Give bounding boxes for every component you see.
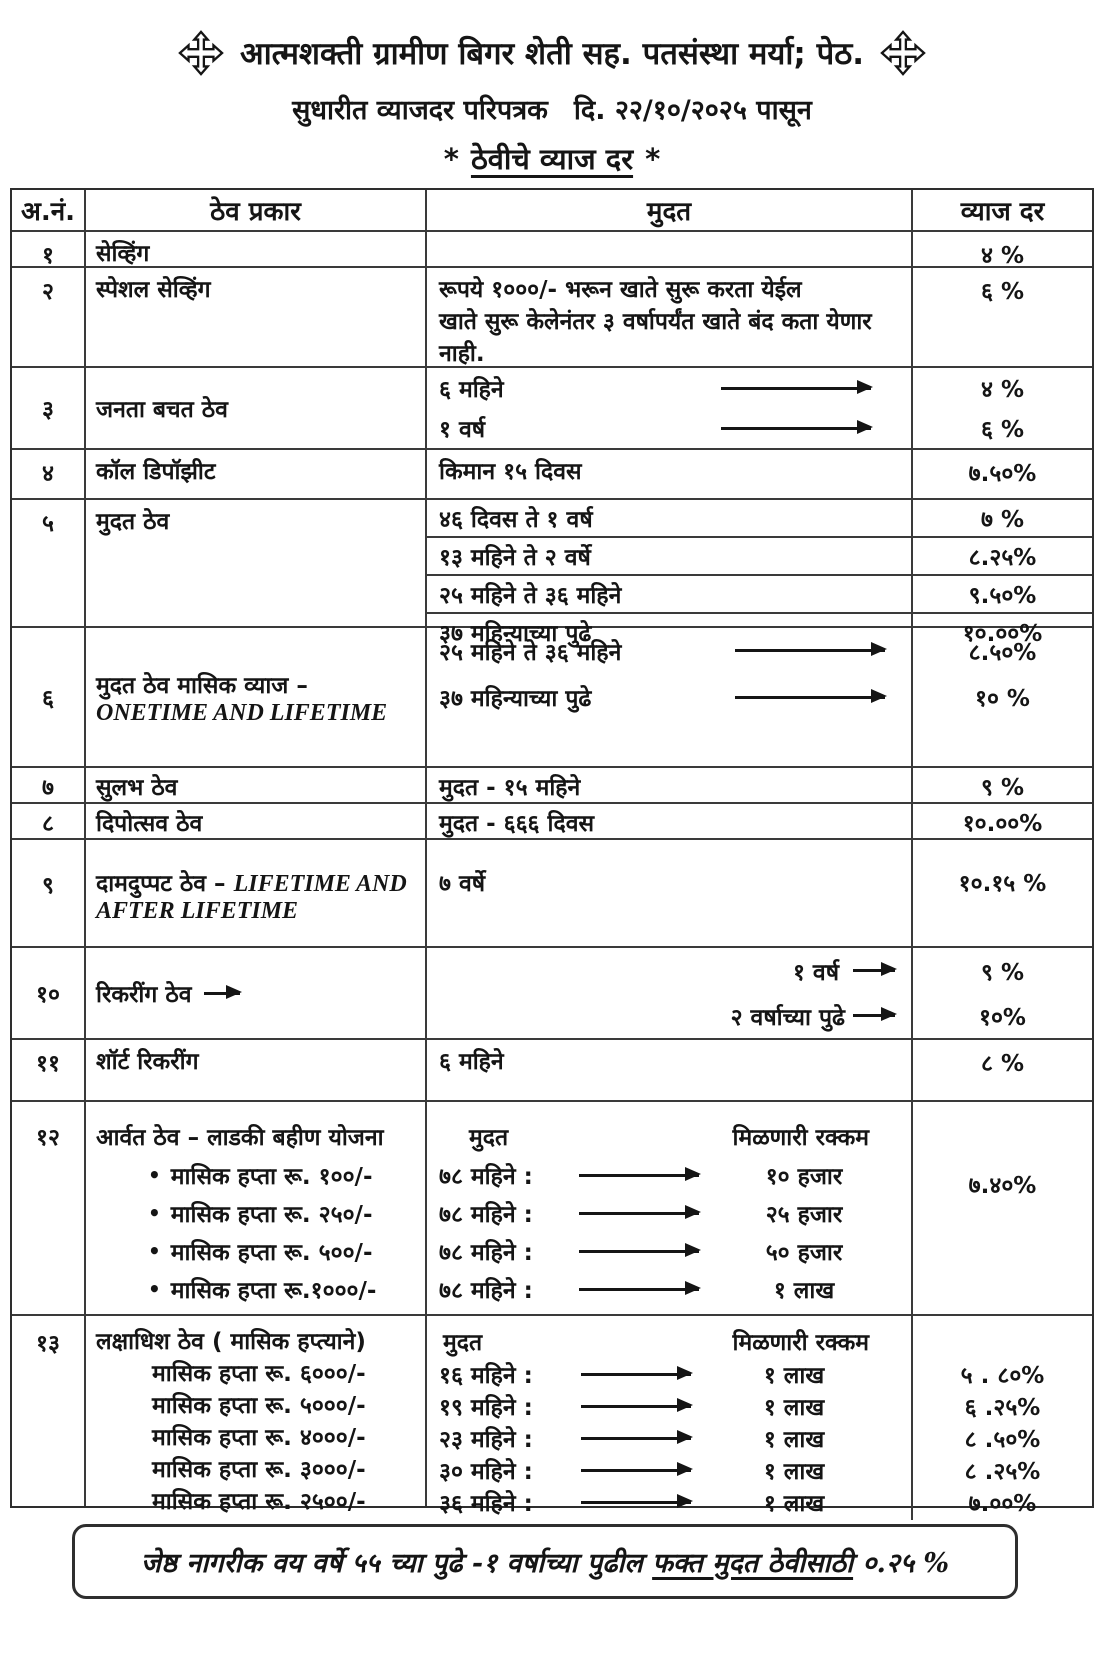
amount-column-header: मिळणारी रक्कम — [732, 1125, 869, 1151]
arrow-right-icon — [721, 427, 871, 430]
rate-cell: ९.५०% — [968, 583, 1037, 609]
arrow-right-icon — [735, 696, 885, 699]
term-text: २५ महिने ते ३६ महिने — [439, 639, 622, 666]
term-rate-line — [427, 408, 1092, 448]
table-row — [12, 500, 1092, 647]
table-row — [12, 840, 1092, 948]
table-row — [12, 804, 1092, 840]
senior-citizen-note — [72, 1524, 1018, 1599]
term-text: २ वर्षाच्या पुढे — [730, 1004, 845, 1031]
term-text: ३७ महिन्याच्या पुढे — [439, 686, 592, 712]
table-row — [12, 628, 1092, 768]
deposit-type — [86, 1316, 427, 1515]
term-rate-line — [427, 993, 1092, 1038]
row-srno: १२ — [12, 1102, 86, 1314]
term-rate-line — [427, 628, 1092, 673]
row-srno: १ — [12, 232, 86, 266]
arrow-right-icon — [579, 1250, 699, 1253]
term-amount-block — [427, 1102, 1092, 1314]
installment-item: मासिक हप्ता रू. ६०००/- — [152, 1361, 366, 1387]
row-srno: ८ — [12, 804, 86, 838]
term-rate-line — [427, 500, 1092, 538]
term-cell: मुदत - १५ महिने — [427, 768, 913, 802]
term-text: ३६ महिने : — [439, 1491, 533, 1517]
rate-stack — [913, 1316, 1092, 1520]
row-srno: २ — [12, 268, 86, 366]
row-srno: ४ — [12, 450, 86, 498]
org-name: आत्मशक्ती ग्रामीण बिगर शेती सह. पतसंस्था मर्या; पेठ. — [239, 36, 865, 72]
amount-text: ५० हजार — [765, 1240, 843, 1266]
row-srno: ५ — [12, 500, 86, 626]
col-header-term: मुदत — [427, 190, 913, 230]
arrow-right-icon — [579, 1174, 699, 1177]
term-rate-group — [427, 628, 1092, 766]
table-row — [12, 268, 1092, 368]
interest-rate-table — [10, 188, 1094, 1517]
installment-text: • मासिक हप्ता रू. २५०/- — [170, 1202, 373, 1228]
term-text: १६ महिने : — [439, 1363, 533, 1389]
title-star-right: * — [645, 142, 661, 176]
term-amount-line — [439, 1194, 899, 1232]
term-column-header: मुदत — [443, 1330, 483, 1356]
installment-text: • मासिक हप्ता रू. १००/- — [170, 1164, 373, 1190]
title-star-left: * — [443, 142, 459, 176]
arrow-right-icon — [853, 969, 895, 972]
rate-cell: ८.५०% — [968, 639, 1037, 666]
installment-item: मासिक हप्ता रू. ३०००/- — [152, 1457, 366, 1483]
arrow-right-icon — [735, 649, 885, 652]
term-cell — [427, 232, 913, 266]
amount-column-header: मिळणारी रक्कम — [732, 1330, 869, 1356]
term-note-line: नाही. — [439, 341, 485, 367]
rate-cell: ६ % — [980, 417, 1024, 443]
deposit-type-prefix: दामदुप्पट ठेव – — [96, 871, 234, 897]
term-amount-block — [427, 1316, 1092, 1520]
term-note-line: रूपये १०००/- भरून खाते सुरू करता येईल — [439, 277, 802, 303]
circular-label: सुधारीत व्याजदर परिपत्रक — [292, 95, 548, 126]
term-rate-line — [427, 576, 1092, 614]
term-amount-line — [439, 1390, 899, 1422]
term-amount-line — [439, 1422, 899, 1454]
installment-item: मासिक हप्ता रू. ४०००/- — [152, 1425, 366, 1451]
term-amount-line — [439, 1156, 899, 1194]
table-row — [12, 232, 1092, 268]
table-row — [12, 368, 1092, 450]
note-prefix: जेष्ठ नागरीक वय वर्षे ५५ च्या पुढे -१ वर्षाच्या पुढील — [140, 1548, 653, 1579]
deposit-type — [86, 840, 427, 946]
rate-cell: ५ . ८०% — [960, 1363, 1045, 1389]
deposit-type — [86, 948, 427, 1038]
installment-item — [96, 1194, 415, 1232]
rate-cell: ६ % — [980, 279, 1024, 305]
deposit-type: जनता बचत ठेव — [86, 368, 427, 448]
arrow-right-icon — [579, 1288, 699, 1291]
term-text: २३ महिने : — [439, 1427, 533, 1453]
term-column-header: मुदत — [469, 1125, 509, 1151]
term-text: २५ महिने ते ३६ महिने — [427, 576, 913, 612]
deposit-type: सेव्हिंग — [86, 232, 427, 266]
amount-text: १ लाख — [763, 1363, 825, 1389]
arrow-right-icon — [581, 1405, 691, 1408]
installment-text: • मासिक हप्ता रू.१०००/- — [170, 1278, 377, 1304]
arrow-right-icon — [581, 1373, 691, 1376]
spacer — [427, 721, 1092, 766]
arrow-right-icon — [721, 387, 871, 390]
amount-text: १ लाख — [763, 1491, 825, 1517]
rate-cell: ६ .२५% — [964, 1395, 1041, 1421]
rate-cell: ७.४०% — [968, 1173, 1037, 1199]
table-row — [12, 768, 1092, 804]
arrow-right-icon — [581, 1501, 691, 1504]
row-srno: १३ — [12, 1316, 86, 1506]
term-text: १ वर्ष — [439, 417, 486, 443]
deposit-type: कॉल डिपॉझीट — [86, 450, 427, 498]
term-text: ७८ महिने : — [439, 1278, 533, 1304]
term-text: ४६ दिवस ते १ वर्ष — [427, 500, 913, 536]
rate-cell: ७.००% — [968, 1491, 1037, 1517]
term-amount-line — [439, 1270, 899, 1308]
term-rate-group — [427, 1102, 1092, 1314]
term-rate-line — [427, 673, 1092, 721]
term-rate-line — [427, 948, 1092, 993]
rate-cell: ७ % — [980, 507, 1024, 533]
arrow-right-icon — [853, 1014, 895, 1017]
term-rate-group — [427, 1316, 1092, 1517]
amount-text: २५ हजार — [765, 1202, 843, 1228]
deposit-type: दिपोत्सव ठेव — [86, 804, 427, 838]
amount-text: १० हजार — [765, 1164, 843, 1190]
arrow-right-icon — [581, 1469, 691, 1472]
term-rate-group — [427, 948, 1092, 1038]
col-header-deposit-type: ठेव प्रकार — [86, 190, 427, 230]
effective-date: दि. २२/१०/२०२५ पासून — [573, 95, 812, 126]
row-srno: ९ — [12, 840, 86, 946]
term-cell — [427, 268, 913, 366]
rate-cell: १०% — [979, 1004, 1026, 1031]
scheme-title: आर्वत ठेव – लाडकी बहीण योजना — [96, 1125, 384, 1151]
deposit-type — [86, 628, 427, 766]
row-srno: ११ — [12, 1040, 86, 1100]
rate-cell: ४ % — [980, 243, 1024, 269]
amount-text: १ लाख — [773, 1278, 835, 1304]
deposit-type: शॉर्ट रिकरींग — [86, 1040, 427, 1100]
rate-cell: १०.००% — [962, 811, 1043, 837]
note-suffix: ०.२५ % — [853, 1548, 950, 1579]
table-row — [12, 1102, 1092, 1316]
installment-item — [96, 1232, 415, 1270]
row-srno: १० — [12, 948, 86, 1038]
amount-text: १ लाख — [763, 1459, 825, 1485]
term-cell: ६ महिने — [427, 1040, 913, 1100]
term-text: १३ महिने ते २ वर्षे — [427, 538, 913, 574]
arrow-right-icon — [204, 992, 240, 995]
installment-item: मासिक हप्ता रू. २५००/- — [152, 1489, 366, 1515]
rate-cell: ८ .२५% — [964, 1459, 1041, 1485]
term-text: १ वर्ष — [792, 959, 839, 986]
rate-cell: ८ % — [980, 1051, 1024, 1077]
rate-cell: १० % — [975, 686, 1030, 712]
row-srno: ७ — [12, 768, 86, 802]
term-amount-line — [439, 1232, 899, 1270]
note-underlined: फक्त मुदत ठेवीसाठी — [652, 1548, 854, 1579]
term-text: ३७ महिन्याच्या पुढे — [427, 614, 913, 650]
table-row — [12, 450, 1092, 500]
arrow-right-icon — [579, 1212, 699, 1215]
deposit-type-line: मुदत ठेव मासिक व्याज – — [96, 672, 308, 699]
installment-item — [96, 1270, 415, 1308]
rate-cell: १०.००% — [962, 621, 1043, 647]
term-amount-line — [439, 1454, 899, 1486]
deposit-type: सुलभ ठेव — [86, 768, 427, 802]
term-rate-group — [427, 500, 1092, 647]
installment-item: मासिक हप्ता रू. ५०००/- — [152, 1393, 366, 1419]
term-note-line: खाते सुरू केलेनंतर ३ वर्षापर्यंत खाते बंद कता येणार — [439, 309, 872, 335]
term-rate-line — [427, 368, 1092, 408]
rate-cell: ९ % — [980, 959, 1024, 986]
rate-cell: १०.१५ % — [958, 871, 1047, 897]
term-text: ३० महिने : — [439, 1459, 533, 1485]
scheme-title: लक्षाधिश ठेव ( मासिक हप्त्याने) — [96, 1329, 366, 1355]
term-rate-line — [427, 538, 1092, 576]
row-srno: ३ — [12, 368, 86, 448]
rate-cell: ८.२५% — [968, 545, 1037, 571]
rate-cell: ८ .५०% — [964, 1427, 1041, 1453]
deposit-type: स्पेशल सेव्हिंग — [86, 268, 427, 366]
table-header-row — [12, 190, 1092, 232]
rate-cell: ४ % — [980, 377, 1024, 403]
table-row — [12, 948, 1092, 1040]
four-arrows-icon — [880, 30, 926, 76]
arrow-right-icon — [581, 1437, 691, 1440]
page-title: ठेवीचे व्याज दर — [470, 142, 634, 176]
term-text: ७८ महिने : — [439, 1164, 533, 1190]
deposit-type: मुदत ठेव — [86, 500, 427, 626]
col-header-rate: व्याज दर — [960, 197, 1045, 227]
document-header — [0, 0, 1104, 178]
installment-text: • मासिक हप्ता रू. ५००/- — [170, 1240, 373, 1266]
amount-text: १ लाख — [763, 1427, 825, 1453]
table-row — [12, 1316, 1092, 1517]
row-srno: ६ — [12, 628, 86, 766]
rate-cell: ९ % — [980, 775, 1024, 801]
term-text: ७८ महिने : — [439, 1202, 533, 1228]
amount-text: १ लाख — [763, 1395, 825, 1421]
deposit-type-english: ONETIME AND LIFETIME — [96, 699, 388, 726]
term-text: ७८ महिने : — [439, 1240, 533, 1266]
term-cell: किमान १५ दिवस — [427, 450, 913, 498]
four-arrows-icon — [178, 30, 224, 76]
term-rate-group — [427, 368, 1092, 448]
term-amount-line — [439, 1358, 899, 1390]
term-text: १९ महिने : — [439, 1395, 533, 1421]
deposit-type-text: रिकरींग ठेव — [96, 982, 192, 1008]
term-amount-line — [439, 1486, 899, 1518]
table-row — [12, 1040, 1092, 1102]
term-cell: ७ वर्षे — [427, 840, 913, 946]
term-cell: मुदत - ६६६ दिवस — [427, 804, 913, 838]
term-text: ६ महिने — [439, 377, 504, 403]
col-header-srno: अ.नं. — [12, 190, 86, 230]
installment-item — [96, 1156, 415, 1194]
rate-cell: ७.५०% — [968, 461, 1037, 487]
deposit-type — [86, 1102, 427, 1314]
deposit-type-english: LIFETIME AND AFTER LIFETIME — [96, 871, 407, 924]
